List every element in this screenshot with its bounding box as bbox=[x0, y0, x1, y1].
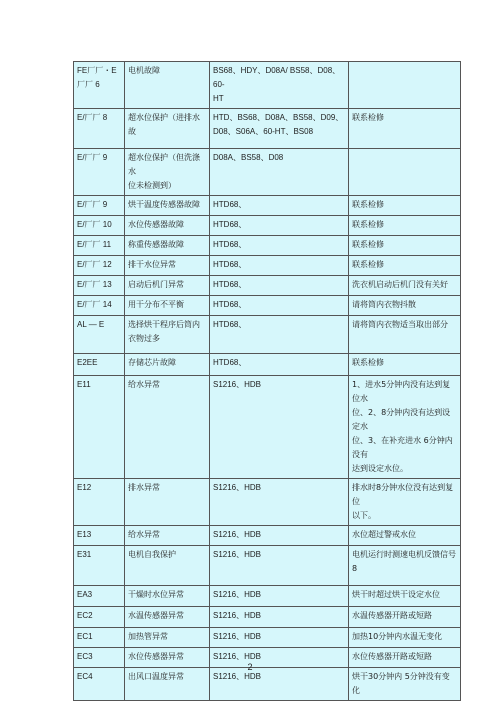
fault-code-text: AL — E bbox=[77, 320, 105, 329]
table-row bbox=[74, 628, 461, 648]
fault-code-cell bbox=[74, 62, 125, 109]
fault-description-cell bbox=[125, 354, 210, 376]
fault-description-cell bbox=[125, 546, 210, 586]
applicable-models-cell bbox=[210, 196, 349, 216]
remedy-cell bbox=[349, 276, 461, 296]
applicable-models-text: S1216、HDB bbox=[213, 530, 262, 539]
remedy-cell bbox=[349, 216, 461, 236]
table-row bbox=[74, 546, 461, 586]
remedy-cell bbox=[349, 236, 461, 256]
fault-code-text: E/厂厂 10 bbox=[77, 220, 112, 229]
fault-code-text: FE厂厂・E bbox=[77, 66, 117, 75]
table-row bbox=[74, 607, 461, 628]
fault-code-text: E/厂厂 9 bbox=[77, 200, 108, 209]
fault-description-cell bbox=[125, 276, 210, 296]
table-row bbox=[74, 526, 461, 546]
fault-description-text: 选择烘干程序后筒内 bbox=[128, 320, 200, 329]
fault-description-text: 水位传感器故障 bbox=[128, 220, 184, 229]
applicable-models-text: HTD68、 bbox=[213, 358, 247, 367]
remedy-cell bbox=[349, 607, 461, 628]
remedy-cell bbox=[349, 546, 461, 586]
table-row bbox=[74, 354, 461, 376]
table-row bbox=[74, 668, 461, 701]
fault-code-cell bbox=[74, 628, 125, 648]
remedy-text: 位、3、在补充进水 6分钟内没有 bbox=[352, 436, 453, 459]
fault-description-text: 水温传感器异常 bbox=[128, 611, 184, 620]
fault-code-text: EC1 bbox=[77, 632, 93, 641]
fault-code-cell bbox=[74, 354, 125, 376]
remedy-text: 排水时8分钟水位没有达到复位 bbox=[352, 483, 454, 506]
applicable-models-cell bbox=[210, 276, 349, 296]
fault-code-cell bbox=[74, 196, 125, 216]
fault-code-cell bbox=[74, 296, 125, 316]
fault-description-text: 出风口温度异常 bbox=[128, 672, 184, 681]
remedy-cell bbox=[349, 149, 461, 196]
remedy-text: 联系检修 bbox=[352, 240, 384, 249]
applicable-models-cell bbox=[210, 354, 349, 376]
applicable-models-text: HTD68、 bbox=[213, 280, 247, 289]
remedy-text: 以下。 bbox=[352, 511, 376, 520]
remedy-cell bbox=[349, 196, 461, 216]
remedy-cell bbox=[349, 316, 461, 354]
table-row bbox=[74, 276, 461, 296]
remedy-text: 1、进水5分钟内没有达到复位水 bbox=[352, 380, 451, 403]
fault-code-cell bbox=[74, 216, 125, 236]
remedy-cell bbox=[349, 668, 461, 701]
applicable-models-cell bbox=[210, 236, 349, 256]
table-row bbox=[74, 586, 461, 607]
fault-description-cell bbox=[125, 149, 210, 196]
fault-code-cell bbox=[74, 236, 125, 256]
applicable-models-cell bbox=[210, 668, 349, 701]
fault-description-text: 电机故障 bbox=[128, 66, 160, 75]
fault-description-cell bbox=[125, 628, 210, 648]
remedy-cell bbox=[349, 354, 461, 376]
fault-description-cell bbox=[125, 216, 210, 236]
remedy-cell bbox=[349, 256, 461, 276]
applicable-models-text: HTD68、 bbox=[213, 320, 247, 329]
applicable-models-text: S1216、HDB bbox=[213, 550, 262, 559]
fault-description-cell bbox=[125, 607, 210, 628]
fault-code-cell bbox=[74, 668, 125, 701]
table-row bbox=[74, 316, 461, 354]
applicable-models-text: S1216、HDB bbox=[213, 483, 262, 492]
fault-code-text: E/厂厂 8 bbox=[77, 113, 108, 122]
fault-code-cell bbox=[74, 149, 125, 196]
fault-description-cell bbox=[125, 256, 210, 276]
fault-description-text: 启动后机门异常 bbox=[128, 280, 184, 289]
remedy-text: 水位超过警戒水位 bbox=[352, 530, 416, 539]
remedy-text: 联系检修 bbox=[352, 200, 384, 209]
table-row bbox=[74, 479, 461, 526]
table-row bbox=[74, 62, 461, 109]
applicable-models-text: HTD68、 bbox=[213, 200, 247, 209]
fault-description-cell bbox=[125, 376, 210, 479]
fault-description-cell bbox=[125, 109, 210, 149]
remedy-text: 达到设定水位。 bbox=[352, 464, 408, 473]
applicable-models-cell bbox=[210, 526, 349, 546]
remedy-cell bbox=[349, 296, 461, 316]
fault-description-text: 给水异常 bbox=[128, 530, 160, 539]
remedy-cell bbox=[349, 109, 461, 149]
fault-description-text: 衣物过多 bbox=[128, 334, 160, 343]
fault-code-text: E/厂厂 14 bbox=[77, 300, 112, 309]
applicable-models-cell bbox=[210, 479, 349, 526]
table-row bbox=[74, 216, 461, 236]
fault-description-cell bbox=[125, 526, 210, 546]
remedy-text: 联系检修 bbox=[352, 358, 384, 367]
fault-code-cell bbox=[74, 276, 125, 296]
applicable-models-cell bbox=[210, 546, 349, 586]
fault-description-text: 烘干温度传感器故障 bbox=[128, 200, 200, 209]
fault-code-text: EC3 bbox=[77, 652, 93, 661]
remedy-text: 联系检修 bbox=[352, 260, 384, 269]
applicable-models-cell bbox=[210, 296, 349, 316]
table-row bbox=[74, 109, 461, 149]
applicable-models-cell bbox=[210, 216, 349, 236]
applicable-models-cell bbox=[210, 628, 349, 648]
fault-description-text: 给水异常 bbox=[128, 380, 160, 389]
remedy-cell bbox=[349, 586, 461, 607]
fault-code-table-body bbox=[74, 62, 461, 701]
fault-code-cell bbox=[74, 479, 125, 526]
fault-code-text: E/厂厂 13 bbox=[77, 280, 112, 289]
applicable-models-cell bbox=[210, 586, 349, 607]
applicable-models-text: HTD68、 bbox=[213, 300, 247, 309]
fault-description-text: 电机自我保护 bbox=[128, 550, 176, 559]
fault-code-text: E12 bbox=[77, 483, 92, 492]
fault-description-cell bbox=[125, 236, 210, 256]
fault-code-text: E/厂厂 12 bbox=[77, 260, 112, 269]
applicable-models-text: S1216、HDB bbox=[213, 611, 262, 620]
applicable-models-text: S1216、HDB bbox=[213, 590, 262, 599]
fault-description-cell bbox=[125, 62, 210, 109]
remedy-text: 请将筒内衣物抖散 bbox=[352, 300, 416, 309]
page-number: 2 bbox=[247, 662, 253, 672]
fault-description-cell bbox=[125, 586, 210, 607]
fault-description-text: 排干水位异常 bbox=[128, 260, 176, 269]
applicable-models-text: HT bbox=[213, 94, 224, 103]
fault-code-cell bbox=[74, 526, 125, 546]
fault-code-text: EC4 bbox=[77, 672, 93, 681]
fault-description-text: 用干分布不平衡 bbox=[128, 300, 184, 309]
remedy-text: 位、2、8分钟内没有达到设定水 bbox=[352, 408, 451, 431]
fault-description-cell bbox=[125, 316, 210, 354]
fault-description-text: 超水位保护（但洗涤水 bbox=[128, 153, 200, 176]
fault-code-cell bbox=[74, 316, 125, 354]
remedy-text: 烘干30分钟内 5分钟没有变化 bbox=[352, 672, 450, 695]
applicable-models-cell bbox=[210, 607, 349, 628]
fault-code-table bbox=[73, 61, 461, 701]
table-row bbox=[74, 149, 461, 196]
remedy-text: 联系检修 bbox=[352, 220, 384, 229]
table-row bbox=[74, 196, 461, 216]
applicable-models-cell bbox=[210, 62, 349, 109]
applicable-models-text: S1216、HDB bbox=[213, 632, 262, 641]
applicable-models-cell bbox=[210, 256, 349, 276]
remedy-cell bbox=[349, 62, 461, 109]
applicable-models-text: D08、S06A、60-HT、BS08 bbox=[213, 127, 314, 136]
applicable-models-text: BS68、HDY、D08A/ BS58、D08、60- bbox=[213, 66, 341, 89]
remedy-text: 烘干时超过烘干设定水位 bbox=[352, 590, 440, 599]
applicable-models-text: HTD、BS68、D08A、BS58、D09、 bbox=[213, 113, 344, 122]
remedy-text: 水温传感器开路或短路 bbox=[352, 611, 432, 620]
fault-description-cell bbox=[125, 296, 210, 316]
table-row bbox=[74, 376, 461, 479]
fault-description-cell bbox=[125, 196, 210, 216]
applicable-models-text: S1216、HDB bbox=[213, 380, 262, 389]
applicable-models-cell bbox=[210, 376, 349, 479]
fault-description-text: 排水异常 bbox=[128, 483, 160, 492]
remedy-cell bbox=[349, 376, 461, 479]
fault-code-text: E/厂厂 9 bbox=[77, 153, 108, 162]
applicable-models-text: D08A、BS58、D08 bbox=[213, 153, 284, 162]
remedy-cell bbox=[349, 628, 461, 648]
remedy-text: 联系检修 bbox=[352, 113, 384, 122]
applicable-models-text: HTD68、 bbox=[213, 240, 247, 249]
fault-description-text: 超水位保护（进排水 bbox=[128, 113, 200, 122]
remedy-text: 洗衣机启动后机门没有关好 bbox=[352, 280, 448, 289]
fault-description-cell bbox=[125, 668, 210, 701]
table-row bbox=[74, 296, 461, 316]
fault-code-cell bbox=[74, 607, 125, 628]
fault-code-text: E/厂厂 11 bbox=[77, 240, 112, 249]
applicable-models-text: HTD68、 bbox=[213, 260, 247, 269]
remedy-text: 水位传感器开路或短路 bbox=[352, 652, 432, 661]
remedy-text: 8 bbox=[352, 564, 358, 573]
applicable-models-text: HTD68、 bbox=[213, 220, 247, 229]
table-row bbox=[74, 236, 461, 256]
applicable-models-text: S1216、HDB bbox=[213, 652, 262, 661]
applicable-models-cell bbox=[210, 316, 349, 354]
remedy-text: 加热10分钟内水温无变化 bbox=[352, 632, 443, 641]
fault-description-text: 水位传感器异常 bbox=[128, 652, 184, 661]
remedy-text: 电机运行时测速电机反馈信号 bbox=[352, 550, 456, 559]
applicable-models-text: S1216、HDB bbox=[213, 672, 262, 681]
fault-code-text: EC2 bbox=[77, 611, 93, 620]
fault-description-text: 加热管异常 bbox=[128, 632, 168, 641]
fault-code-text: EA3 bbox=[77, 590, 93, 599]
fault-code-text: E31 bbox=[77, 550, 92, 559]
fault-code-cell bbox=[74, 256, 125, 276]
fault-code-text: E13 bbox=[77, 530, 92, 539]
remedy-text: 请将筒内衣物适当取出部分 bbox=[352, 320, 448, 329]
fault-description-text: 称重传感器故障 bbox=[128, 240, 184, 249]
fault-code-text: 厂厂 6 bbox=[77, 80, 100, 89]
fault-description-text: 故 bbox=[128, 127, 136, 136]
fault-code-text: E2EE bbox=[77, 358, 98, 367]
fault-description-text: 干燥时水位异常 bbox=[128, 590, 184, 599]
applicable-models-cell bbox=[210, 149, 349, 196]
fault-code-cell bbox=[74, 376, 125, 479]
fault-description-text: 位未检测到） bbox=[128, 181, 176, 190]
remedy-cell bbox=[349, 479, 461, 526]
table-row bbox=[74, 256, 461, 276]
fault-code-cell bbox=[74, 586, 125, 607]
fault-code-cell bbox=[74, 109, 125, 149]
remedy-cell bbox=[349, 526, 461, 546]
fault-code-text: E11 bbox=[77, 380, 91, 389]
fault-description-text: 存储芯片故障 bbox=[128, 358, 176, 367]
applicable-models-cell bbox=[210, 109, 349, 149]
fault-code-cell bbox=[74, 546, 125, 586]
fault-description-cell bbox=[125, 479, 210, 526]
